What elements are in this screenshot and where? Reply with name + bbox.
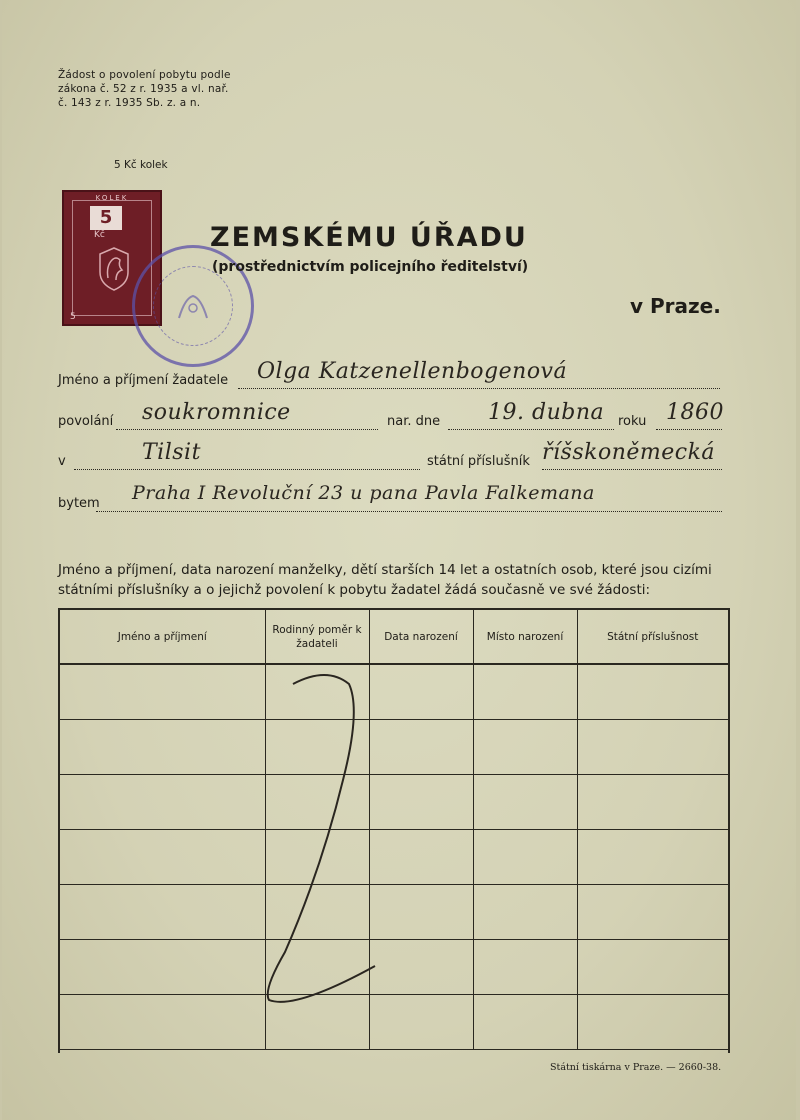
column-header-birth-place: Místo narození	[473, 610, 577, 664]
citizenship-label: státní příslušník	[427, 454, 530, 469]
column-header-birth-date: Data narození	[369, 610, 473, 664]
table-row	[60, 940, 728, 995]
column-header-relation: Rodinný poměr k žadateli	[265, 610, 369, 664]
law-line: zákona č. 52 z r. 1935 a vl. nař.	[58, 83, 229, 95]
citizenship-value: říšskoněmecká	[542, 440, 716, 465]
place-value: Tilsit	[142, 440, 201, 465]
table-cell	[473, 775, 577, 830]
table-cell	[60, 664, 265, 720]
name-label: Jméno a příjmení žadatele	[58, 373, 229, 388]
table-cell	[577, 720, 728, 775]
table-row	[60, 995, 728, 1050]
table-cell	[473, 664, 577, 720]
seal-emblem-icon	[175, 292, 211, 322]
strike-through-mark	[255, 670, 385, 1005]
printer-imprint: Státní tiskárna v Praze. — 2660-38.	[550, 1062, 722, 1073]
table-cell	[577, 664, 728, 720]
table-row	[60, 775, 728, 830]
law-reference	[58, 68, 231, 110]
kolek-label: 5 Kč kolek	[114, 159, 168, 171]
table-cell	[60, 995, 265, 1050]
residence-value: Praha I Revoluční 23 u pana Pavla Falkemana	[132, 482, 595, 504]
form-subtitle: (prostřednictvím policejního ředitelství)	[212, 259, 529, 275]
table-cell	[577, 885, 728, 940]
table-cell	[60, 885, 265, 940]
lion-emblem-icon	[94, 244, 134, 292]
place-line	[74, 449, 420, 470]
table-cell	[577, 940, 728, 995]
table-cell	[60, 775, 265, 830]
table-row	[60, 664, 728, 720]
occupation-label: povolání	[58, 414, 114, 429]
table-cell	[60, 940, 265, 995]
born-value: 19. dubna	[488, 400, 605, 425]
law-line: č. 143 z r. 1935 Sb. z. a n.	[58, 97, 201, 109]
stamp-currency: Kč	[94, 230, 105, 240]
table-cell	[60, 720, 265, 775]
name-value: Olga Katzenellenbogenová	[257, 359, 568, 384]
column-header-name: Jméno a příjmení	[60, 610, 265, 664]
stamp-top-text: KOLEK	[95, 194, 129, 202]
family-intro-text: Jméno a příjmení, data narození manželky, dětí starších 14 let a ostatních osob, které jsou cizími státními příslušníky a o jejichž povolení k pobytu žadatel žádá současně ve své žádosti:	[58, 562, 712, 598]
table-cell	[473, 720, 577, 775]
table-body	[60, 664, 728, 1050]
document-page	[2, 0, 796, 1120]
table-cell	[473, 995, 577, 1050]
form-title: ZEMSKÉMU ÚŘADU	[210, 222, 528, 253]
family-table	[58, 608, 730, 1053]
residence-label: bytem	[58, 496, 100, 511]
table-row	[60, 720, 728, 775]
table-cell	[577, 830, 728, 885]
law-line: Žádost o povolení pobytu podle	[58, 69, 231, 81]
table-cell	[60, 830, 265, 885]
year-value: 1860	[666, 400, 724, 425]
form-city: v Praze.	[630, 294, 721, 318]
year-label: roku	[618, 414, 647, 429]
table-row	[60, 885, 728, 940]
table-cell	[473, 830, 577, 885]
stamp-bottom-value: 5	[70, 312, 76, 322]
column-header-citizenship: Státní příslušnost	[577, 610, 728, 664]
table-row	[60, 830, 728, 885]
occupation-value: soukromnice	[142, 400, 291, 425]
table-cell	[473, 885, 577, 940]
table-cell	[577, 775, 728, 830]
place-label: v	[58, 454, 66, 469]
stamp-value: 5	[90, 206, 122, 230]
table-cell	[577, 995, 728, 1050]
table-cell	[473, 940, 577, 995]
born-label: nar. dne	[387, 414, 441, 429]
